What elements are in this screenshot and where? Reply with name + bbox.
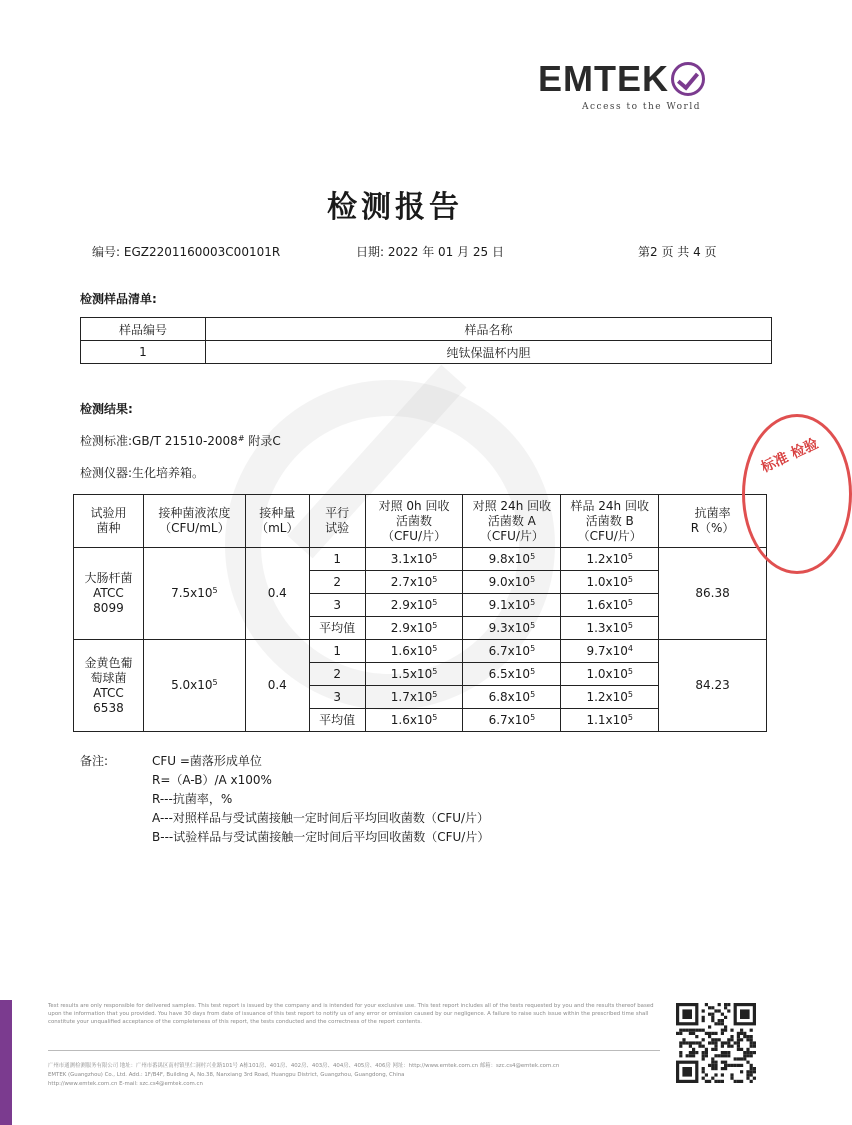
- volume-cell: 0.4: [245, 548, 309, 640]
- header-line: 平行: [325, 506, 350, 520]
- footer-address: [48, 1062, 660, 1089]
- results-table: [73, 494, 767, 732]
- report-date: 日期: 2022 年 01 月 25 日: [356, 245, 505, 259]
- samples-heading: 检测样品清单:: [80, 292, 157, 306]
- logo-word: EMTEK: [538, 58, 669, 99]
- sample-24h-cell-value: 1.0x10: [586, 666, 628, 681]
- organism-line: ATCC: [93, 685, 124, 700]
- page-indicator: 第2 页 共 4 页: [638, 245, 717, 259]
- sample-24h-cell-value: 1.0x10: [586, 574, 628, 589]
- control-0h-cell-value: 3.1x10: [390, 551, 433, 566]
- control-0h-cell: [365, 663, 463, 686]
- sample-24h-cell-exp: 5: [627, 666, 633, 676]
- header-line: 试验用: [90, 506, 127, 520]
- control-0h-cell-exp: 5: [432, 597, 438, 607]
- note-line: CFU =菌落形成单位: [152, 754, 262, 768]
- header-line: （CFU/片）: [479, 528, 544, 543]
- instrument-label: 检测仪器:: [80, 466, 133, 480]
- control-24h-cell: [463, 617, 561, 640]
- control-0h-cell-exp: 5: [432, 574, 438, 584]
- trial-cell: 1: [309, 640, 365, 663]
- standard-suffix: 附录C: [244, 434, 281, 448]
- qr-code: [676, 1003, 756, 1083]
- trial-cell: 2: [309, 663, 365, 686]
- trial-cell: 平均值: [309, 617, 365, 640]
- control-24h-cell-value: 9.8x10: [488, 551, 531, 566]
- header-line: 样品 24h 回收: [570, 498, 649, 513]
- results-header-cell: [365, 495, 463, 548]
- sample-24h-cell-exp: 5: [627, 574, 633, 584]
- sample-24h-cell: [561, 709, 659, 732]
- control-24h-cell-exp: 5: [530, 689, 536, 699]
- header-line: 菌种: [96, 521, 121, 535]
- organism-cell: [74, 548, 144, 640]
- control-0h-cell-value: 1.6x10: [390, 643, 433, 658]
- results-header-cell: [74, 495, 144, 548]
- control-24h-cell-exp: 5: [530, 597, 536, 607]
- control-24h-cell-value: 6.7x10: [488, 643, 531, 658]
- test-standard: [80, 432, 281, 449]
- control-24h-cell: [463, 548, 561, 571]
- control-0h-cell-value: 1.7x10: [390, 689, 433, 704]
- note-line: B---试验样品与受试菌接触一定时间后平均回收菌数（CFU/片）: [152, 830, 490, 844]
- note-line: R=（A-B）/A x100%: [152, 773, 272, 787]
- sample-24h-cell-exp: 5: [627, 620, 633, 630]
- sample-id-cell: 1: [81, 341, 206, 364]
- control-0h-cell-exp: 5: [432, 666, 438, 676]
- sample-24h-cell: [561, 571, 659, 594]
- header-line: 对照 24h 回收: [472, 498, 552, 513]
- results-header-cell: [245, 495, 309, 548]
- samples-table: [80, 317, 772, 364]
- control-0h-cell-exp: 5: [432, 643, 438, 653]
- instrument-value: 生化培养箱。: [132, 466, 205, 480]
- standard-value: GB/T 21510-2008: [132, 434, 238, 448]
- organism-line: 8099: [93, 601, 124, 615]
- control-24h-cell-value: 6.5x10: [488, 666, 531, 681]
- control-0h-cell: [365, 640, 463, 663]
- concentration-value: 5.0x10: [171, 678, 213, 692]
- sample-24h-cell-value: 9.7x10: [586, 643, 628, 658]
- results-row: [74, 640, 767, 663]
- footer-accent-bar: [0, 1000, 12, 1125]
- trial-cell: 1: [309, 548, 365, 571]
- standard-sup: #: [237, 434, 245, 443]
- control-24h-cell: [463, 709, 561, 732]
- trial-cell: 3: [309, 686, 365, 709]
- organism-line: ATCC: [93, 586, 124, 600]
- control-0h-cell: [365, 571, 463, 594]
- sample-24h-cell-value: 1.1x10: [586, 712, 628, 727]
- footer-disclaimer: Test results are only responsible for delivered samples. This test report is issued by the company and is intended for your exclusive use. This test report includes all of the tests requested by you and the results thereof based upon the information that you provided. You have 30 days from date of issuance of this test report to notify us of any error or omission caused by our negligence. A failure to raise such issue within the prescribed time shall constitute your unqualified acceptance of the completeness of this report, the tests conducted and the correctness of the report contents.: [48, 1003, 654, 1025]
- control-0h-cell: [365, 709, 463, 732]
- header-line: 接种菌液浓度: [158, 506, 231, 520]
- control-24h-cell-value: 9.3x10: [488, 620, 531, 635]
- control-0h-cell-value: 2.9x10: [390, 620, 433, 635]
- header-line: （CFU/片）: [577, 528, 642, 543]
- footer-web: http://www.emtek.com.cn E-mail: szc.cs4@emtek.com.cn: [48, 1081, 203, 1087]
- header-line: （mL）: [256, 521, 299, 535]
- logo-tagline: Access to the World: [581, 102, 701, 112]
- sample-24h-cell-exp: 5: [627, 689, 633, 699]
- volume-cell: 0.4: [245, 640, 309, 732]
- header-line: 活菌数 B: [585, 513, 634, 528]
- footer-address-cn: 广州市通测检测服务有限公司 地址：广州市番禺区南村镇里仁洞村兴业路101号 A栋101房、401房、402房、403房、404房、405房、406房 网址：http://www.emtek.com.cn 邮箱：szc.cs4@emtek.com.cn: [48, 1063, 560, 1069]
- standard-label: 检测标准:: [80, 434, 133, 448]
- footer-divider: [48, 1050, 660, 1051]
- header-line: 活菌数 A: [487, 513, 536, 528]
- control-24h-cell-exp: 5: [530, 666, 536, 676]
- sample-24h-cell-value: 1.6x10: [586, 597, 628, 612]
- control-0h-cell-exp: 5: [432, 689, 438, 699]
- control-0h-cell-exp: 5: [432, 712, 438, 722]
- header-line: 试验: [325, 521, 350, 535]
- sample-24h-cell-exp: 5: [627, 597, 633, 607]
- control-0h-cell: [365, 548, 463, 571]
- antibacterial-rate-cell: 86.38: [659, 548, 767, 640]
- header-line: R（%）: [690, 521, 735, 535]
- organism-cell: [74, 640, 144, 732]
- control-24h-cell: [463, 594, 561, 617]
- official-stamp: [742, 414, 852, 574]
- control-24h-cell: [463, 640, 561, 663]
- sample-24h-cell: [561, 617, 659, 640]
- results-heading: 检测结果:: [80, 402, 133, 416]
- report-number: 编号: EGZ2201160003C00101R: [92, 245, 281, 259]
- organism-line: 金黄色葡: [84, 655, 133, 670]
- control-24h-cell-exp: 5: [530, 620, 536, 630]
- header-line: 接种量: [259, 506, 296, 520]
- sample-24h-cell: [561, 663, 659, 686]
- results-row: [74, 548, 767, 571]
- notes-body: [152, 752, 489, 847]
- company-logo: [538, 58, 705, 112]
- sample-24h-cell-value: 1.2x10: [586, 689, 628, 704]
- control-0h-cell: [365, 686, 463, 709]
- samples-header-name: 样品名称: [206, 318, 772, 341]
- test-instrument: [80, 464, 204, 481]
- stamp-text: 标准 检验: [758, 435, 821, 477]
- sample-24h-cell-value: 1.3x10: [586, 620, 628, 635]
- organism-line: 6538: [93, 700, 124, 715]
- sample-24h-cell: [561, 594, 659, 617]
- concentration-exp: 5: [212, 586, 218, 595]
- control-0h-cell: [365, 617, 463, 640]
- trial-cell: 2: [309, 571, 365, 594]
- control-24h-cell: [463, 571, 561, 594]
- sample-24h-cell: [561, 686, 659, 709]
- control-0h-cell-value: 1.6x10: [390, 712, 433, 727]
- sample-24h-cell-exp: 4: [627, 643, 633, 653]
- control-24h-cell-value: 6.8x10: [488, 689, 531, 704]
- samples-header-id: 样品编号: [81, 318, 206, 341]
- concentration-value: 7.5x10: [171, 586, 213, 600]
- note-line: R---抗菌率，%: [152, 792, 233, 806]
- control-0h-cell-exp: 5: [432, 620, 438, 630]
- control-0h-cell-value: 1.5x10: [390, 666, 433, 681]
- antibacterial-rate-cell: 84.23: [659, 640, 767, 732]
- results-header-row: [74, 495, 767, 548]
- control-0h-cell-value: 2.9x10: [390, 597, 433, 612]
- control-0h-cell-exp: 5: [432, 551, 438, 561]
- sample-24h-cell-exp: 5: [627, 551, 633, 561]
- results-header-cell: [561, 495, 659, 548]
- organism-line: 萄球菌: [90, 670, 127, 685]
- header-line: 对照 0h 回收: [378, 498, 450, 513]
- header-line: （CFU/mL）: [159, 521, 230, 535]
- control-24h-cell: [463, 686, 561, 709]
- control-0h-cell-value: 2.7x10: [390, 574, 433, 589]
- sample-24h-cell: [561, 640, 659, 663]
- control-24h-cell: [463, 663, 561, 686]
- control-24h-cell-value: 9.0x10: [488, 574, 531, 589]
- footer-address-en: EMTEK (Guangzhou) Co., Ltd. Add.: 1F/B4F, Building A, No.38, Nanxiang 3rd Road, Huangpu District, Guangzhou, Guangdong, China: [48, 1072, 405, 1078]
- trial-cell: 平均值: [309, 709, 365, 732]
- sample-24h-cell-exp: 5: [627, 712, 633, 722]
- header-line: （CFU/片）: [381, 528, 447, 543]
- control-24h-cell-value: 9.1x10: [488, 597, 531, 612]
- control-24h-cell-exp: 5: [530, 712, 536, 722]
- results-header-cell: [143, 495, 245, 548]
- results-header-cell: [309, 495, 365, 548]
- notes-label: 备注:: [80, 754, 109, 768]
- control-24h-cell-exp: 5: [530, 574, 536, 584]
- note-line: A---对照样品与受试菌接触一定时间后平均回收菌数（CFU/片）: [152, 811, 490, 825]
- concentration-cell: [143, 548, 245, 640]
- control-0h-cell: [365, 594, 463, 617]
- trial-cell: 3: [309, 594, 365, 617]
- control-24h-cell-value: 6.7x10: [488, 712, 531, 727]
- results-header-cell: [463, 495, 561, 548]
- concentration-exp: 5: [212, 678, 218, 687]
- organism-line: 大肠杆菌: [84, 571, 133, 585]
- sample-24h-cell: [561, 548, 659, 571]
- sample-24h-cell-value: 1.2x10: [586, 551, 628, 566]
- page-title: 检测报告: [327, 190, 463, 225]
- header-line: 抗菌率: [694, 506, 731, 520]
- logo-check-icon: [671, 62, 705, 96]
- concentration-cell: [143, 640, 245, 732]
- sample-name-cell: 纯钛保温杯内胆: [206, 341, 772, 364]
- control-24h-cell-exp: 5: [530, 551, 536, 561]
- control-24h-cell-exp: 5: [530, 643, 536, 653]
- header-line: 活菌数: [396, 513, 433, 528]
